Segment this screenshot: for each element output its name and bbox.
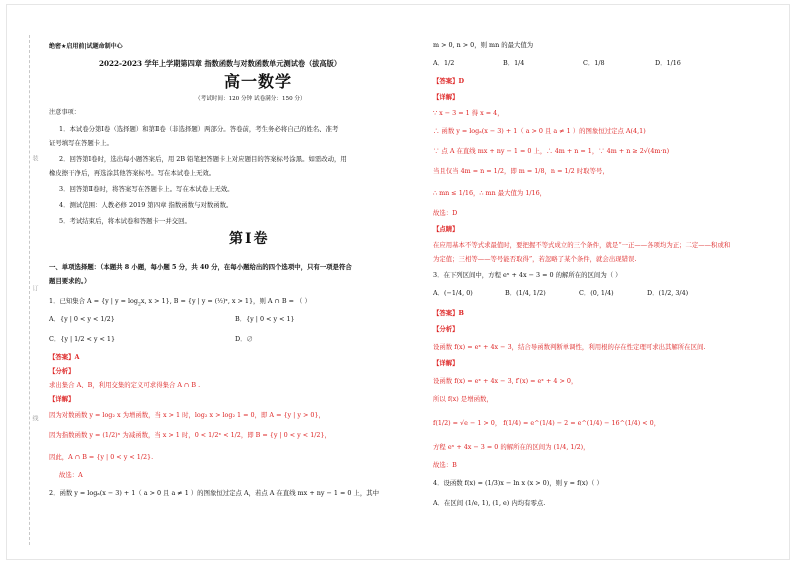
- q1-option-d: D．∅: [235, 335, 253, 343]
- q1-detail-line: 因为对数函数 y = log₂ x 为增函数，当 x > 1 时，log₂ x > log₂ 1 = 0，即 A = {y | y > 0}，: [49, 411, 325, 419]
- q2-note-heading: 【点睛】: [433, 225, 459, 233]
- q2-detail-line: 当且仅当 4m = n = 1/2，即 m = 1/8，n = 1/2 时取等号，: [433, 167, 609, 175]
- q1-stem-part: x, x > 1}, B = {y | y =: [140, 297, 215, 305]
- exam-page: [6, 4, 790, 560]
- q2-choose: 故选：D: [433, 209, 458, 217]
- binding-label: 线: [31, 415, 38, 421]
- q3-choose: 故选：B: [433, 461, 457, 469]
- q1-stem-part: , x > 1}，则 A ∩ B = （ ）: [227, 297, 311, 305]
- q1-stem-part: 1．已知集合 A = {y | y = log: [49, 297, 138, 305]
- q1-answer: 【答案】A: [49, 353, 80, 361]
- q2-note-line: 在应用基本不等式求最值时，要把握不等式成立的三个条件，就是“一正——各项均为正；二定——积或和: [433, 241, 731, 249]
- exam-info: （考试时间：120 分钟 试卷满分：150 分）: [195, 96, 306, 102]
- q2-detail-line: ∵ 点 A 在直线 mx + ny − 1 = 0 上，∴ 4m + n = 1，∵ 4m + n ≥ 2√(4m·n): [433, 147, 670, 155]
- q3-detail-line: f(1/2) = √e − 1 > 0， f(1/4) = e^(1/4) − 2 = e^(1/4) − 16^(1/4) < 0，: [433, 419, 661, 427]
- q3-analysis: 设函数 f(x) = eˣ + 4x − 3，结合导函数判断单调性，利用根的存在性定理可求出其解所在区间.: [433, 343, 706, 351]
- q3-detail-line: 所以 f(x) 是增函数，: [433, 395, 493, 403]
- binding-label: 装: [31, 155, 38, 161]
- notice-line: 1．本试卷分第Ⅰ卷（选择题）和第Ⅱ卷（非选择题）两部分。答卷前，考生务必将自己的姓名、准考: [59, 125, 339, 133]
- secret-label: 绝密★启用前|试题命制中心: [49, 43, 123, 50]
- q1-option-a: A．{y | 0 < y < 1/2}: [49, 315, 115, 323]
- notice-line: 2．回答第Ⅰ卷时，选出每小题答案后，用 2B 铅笔把答题卡上对应题目的答案标号涂黑。如需改动，用: [59, 155, 347, 163]
- q3-answer: 【答案】B: [433, 309, 464, 317]
- notice-line: 5．考试结束后，将本试卷和答题卡一并交回。: [59, 217, 191, 225]
- q3-detail-line: 设函数 f(x) = eˣ + 4x − 3, f′(x) = eˣ + 4 > 0，: [433, 377, 578, 385]
- notice-line: 4．测试范围：人教必修 2019 第四章 指数函数与对数函数。: [59, 201, 233, 209]
- q1-analysis-heading: 【分析】: [49, 367, 75, 375]
- q2-answer: 【答案】D: [433, 77, 465, 85]
- q1-detail-line: 因为指数函数 y = (1/2)ˣ 为减函数，当 x > 1 时，0 < 1/2ˣ < 1/2，即 B = {y | 0 < y < 1/2}，: [49, 431, 331, 439]
- q2-option-c: C．1/8: [583, 59, 605, 67]
- q1-choose: 故选：A: [59, 471, 83, 479]
- q3-option-c: C．(0, 1/4): [579, 289, 614, 297]
- q1-option-b: B．{y | 0 < y < 1}: [235, 315, 295, 323]
- notice-line: 橡皮擦干净后，再选涂其他答案标号。写在本试卷上无效。: [49, 169, 216, 177]
- q3-detail-line: 方程 eˣ + 4x − 3 = 0 的解所在的区间为 (1/4, 1/2)，: [433, 443, 590, 451]
- q2-detail-line: ∵ x − 3 = 1 得 x = 4，: [433, 109, 504, 117]
- section-title: 一、单项选择题：（本题共 8 小题，每小题 5 分，共 40 分，在每小题给出的四个选项中，只有一项是符合: [49, 263, 352, 271]
- q3-option-d: D．(1/2, 3/4): [647, 289, 689, 297]
- question-3-stem: 3．在下列区间中，方程 eˣ + 4x − 3 = 0 的解所在的区间为（ ）: [433, 271, 622, 279]
- q2-detail-line: ∴ mn ≤ 1/16，∴ mn 最大值为 1/16，: [433, 189, 547, 197]
- part-title: 第Ⅰ卷: [229, 231, 270, 247]
- subject-title: 高一数学: [224, 72, 293, 91]
- question-2-stem: 2．函数 y = logₐ(x − 3) + 1（ a > 0 且 a ≠ 1 ）的图象恒过定点 A，若点 A 在直线 mx + ny − 1 = 0 上，其中: [49, 489, 379, 497]
- q1-analysis: 求出集合 A、B，利用交集的定义可求得集合 A ∩ B .: [49, 381, 201, 389]
- section-title-cont: 题目要求的。）: [49, 277, 91, 285]
- exam-title: 2022-2023 学年上学期第四章 指数函数与对数函数单元测试卷（拔高版）: [99, 59, 342, 68]
- q2-detail-heading: 【详解】: [433, 93, 459, 101]
- q4-option-a: A．在区间 (1/e, 1), (1, e) 内均有零点.: [433, 499, 546, 507]
- notice-heading: 注意事项：: [49, 109, 80, 116]
- q1-detail-heading: 【详解】: [49, 395, 75, 403]
- q1-option-c: C．{y | 1/2 < y < 1}: [49, 335, 116, 343]
- q1-detail-line: 因此，A ∩ B = {y | 0 < y < 1/2}.: [49, 453, 154, 461]
- q3-option-a: A．(−1/4, 0): [433, 289, 473, 297]
- q2-option-a: A．1/2: [433, 59, 455, 67]
- q2-note-line: 为定值；三相等——等号能否取得”，若忽略了某个条件，就会出现错误.: [433, 255, 637, 263]
- notice-line: 证号填写在答题卡上。: [49, 139, 113, 147]
- binding-margin: [17, 35, 43, 545]
- notice-line: 3．回答第Ⅱ卷时，将答案写在答题卡上。写在本试卷上无效。: [59, 185, 234, 193]
- q3-analysis-heading: 【分析】: [433, 325, 459, 333]
- q2-detail-line: ∴ 函数 y = logₐ(x − 3) + 1（ a > 0 且 a ≠ 1 ）的图象恒过定点 A(4,1): [433, 127, 646, 135]
- question-1-stem: 1．已知集合 A = {y | $y = \log_2x$, x > 1}, B = {y | y = (½)ˣ, x > 1}，则 A ∩ B = （ ）: [49, 297, 311, 308]
- q2-option-d: D．1/16: [655, 59, 681, 67]
- binding-label: 订: [31, 285, 38, 291]
- q3-option-b: B．(1/4, 1/2): [505, 289, 546, 297]
- q2-option-b: B．1/4: [503, 59, 525, 67]
- question-4-stem: 4．设函数 f(x) = (1/3)x − ln x (x > 0)，则 y = f(x)（ ）: [433, 479, 603, 487]
- q3-detail-heading: 【详解】: [433, 359, 459, 367]
- q2-stem-cont: m > 0, n > 0，则 mn 的最大值为: [433, 41, 534, 49]
